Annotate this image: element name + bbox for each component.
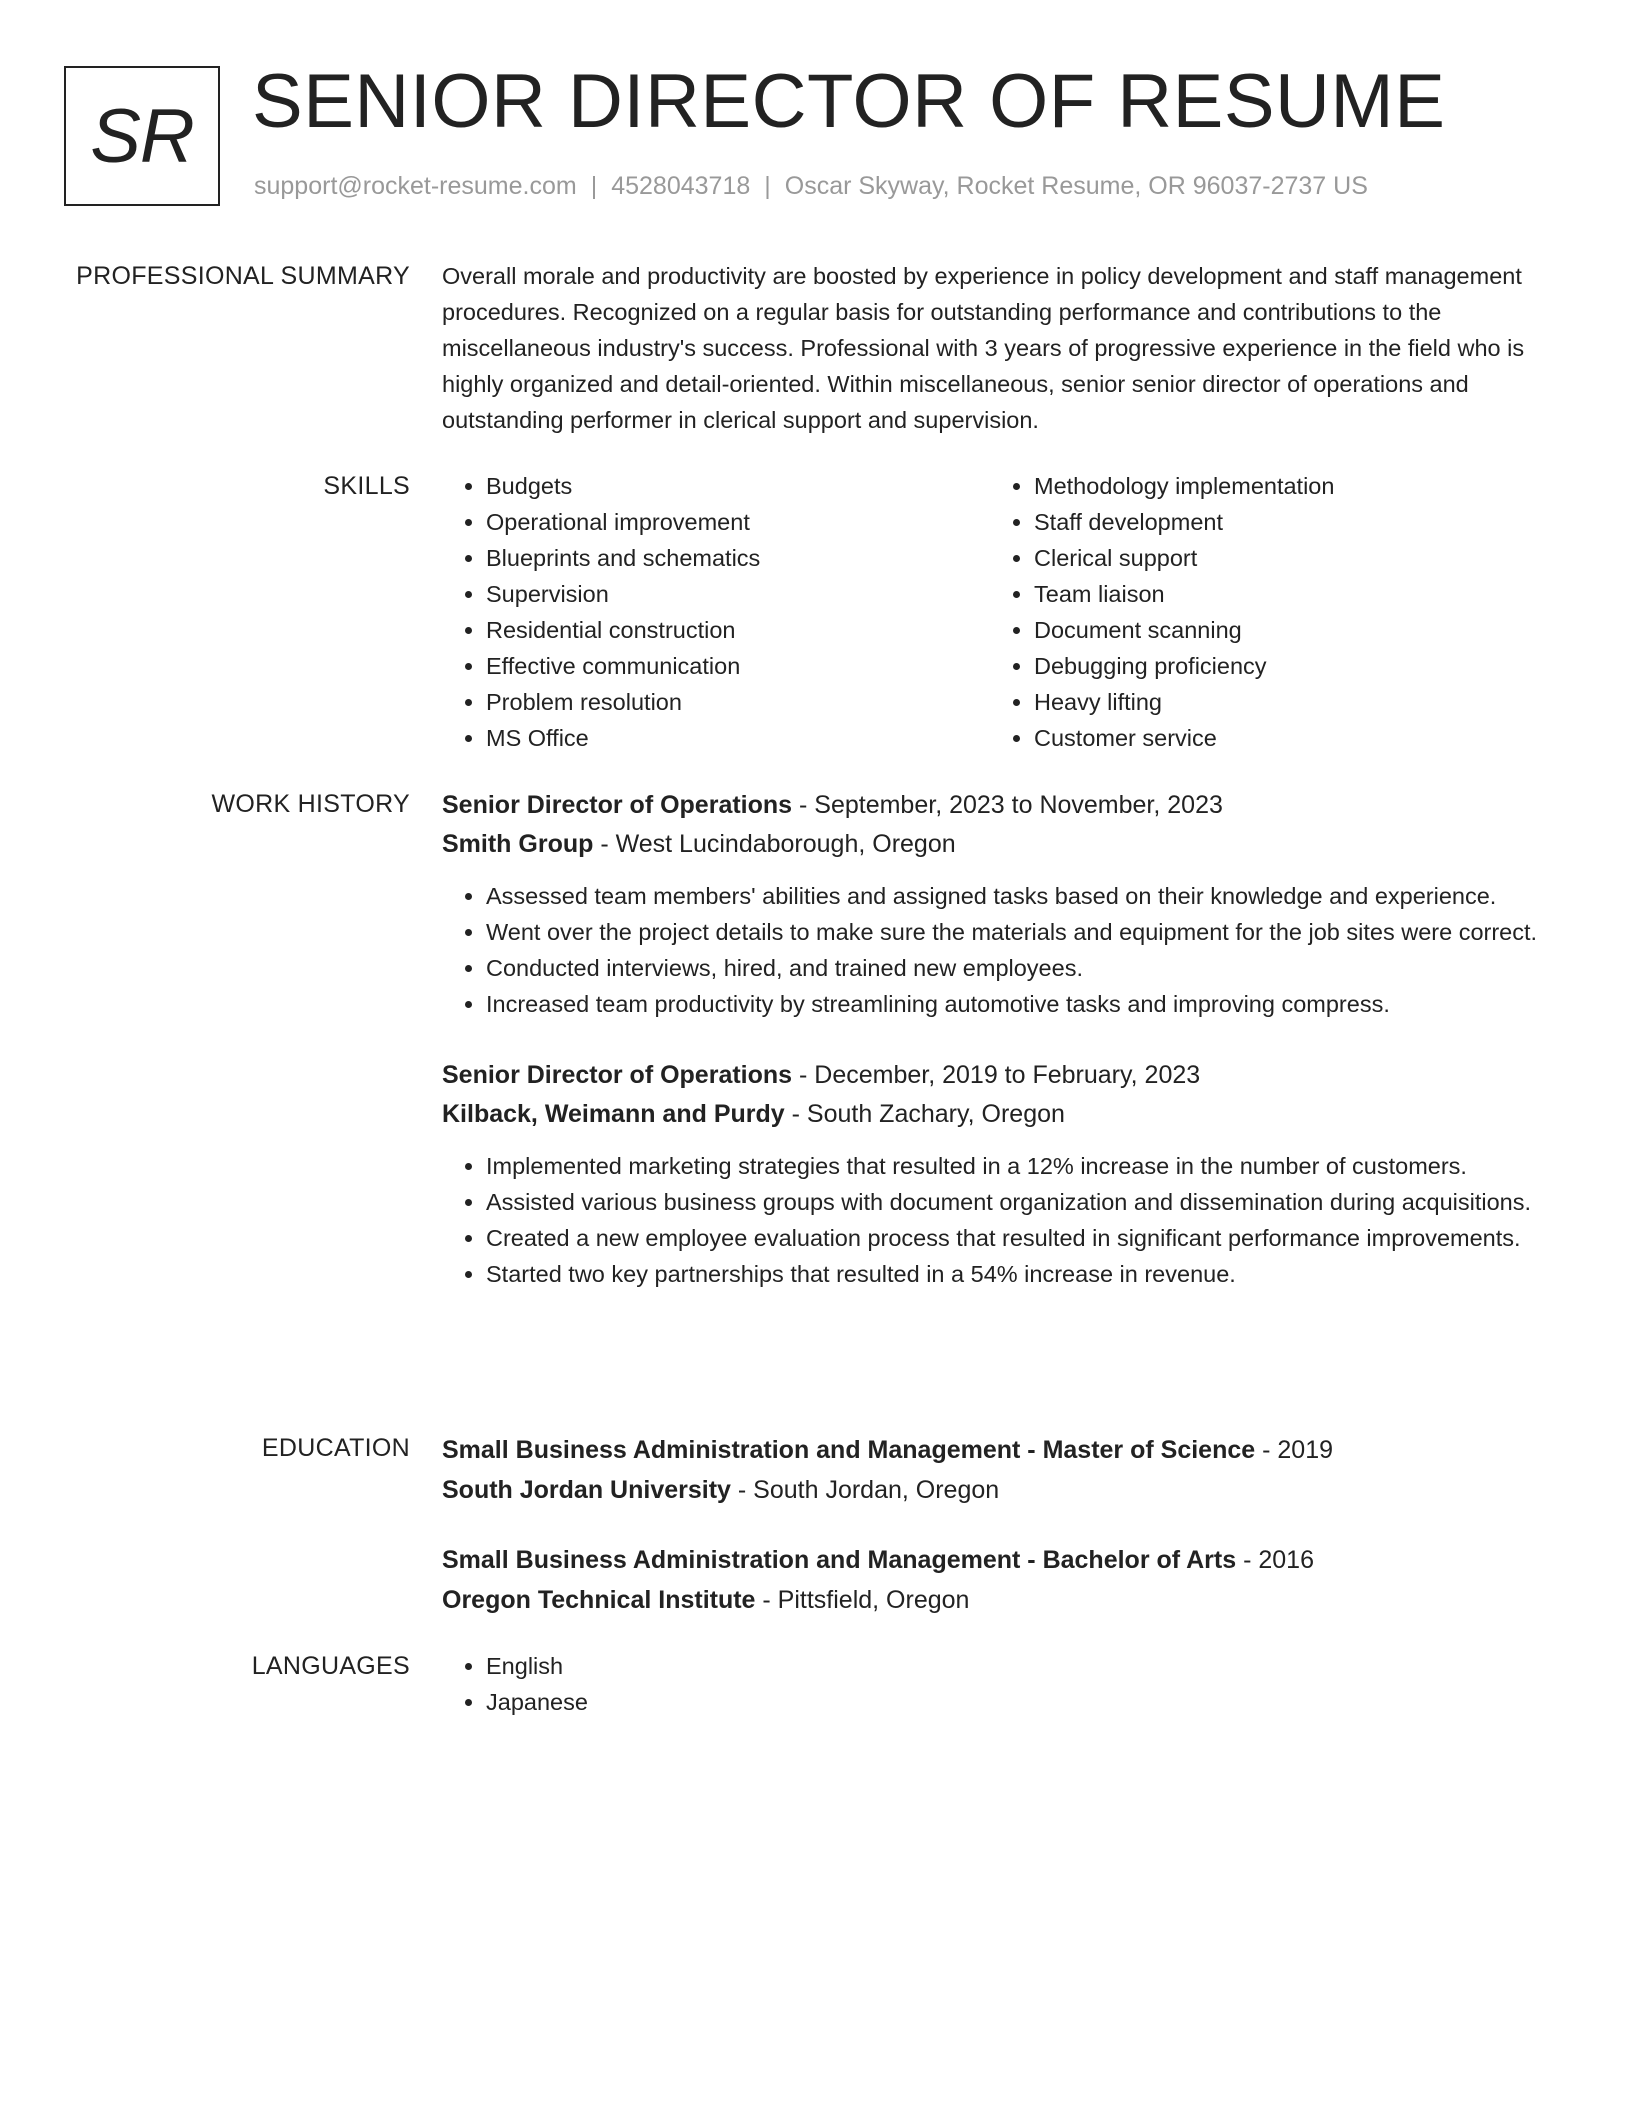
job-bullet: • Went over the project details to make sure the materials and equipment for the job sites were correct. — [486, 914, 1566, 950]
job-bullet: • Created a new employee evaluation process that resulted in significant performance improvements. — [486, 1220, 1566, 1256]
contact-email: support@rocket-resume.com — [254, 172, 577, 200]
skills-list-left — [442, 468, 990, 756]
resume-name: SENIOR DIRECTOR OF RESUME — [252, 59, 1446, 144]
languages-body — [442, 1648, 1566, 1720]
job-bullets — [442, 1148, 1566, 1292]
contact-address: Oscar Skyway, Rocket Resume, OR 96037-2737 US — [784, 172, 1368, 200]
skill-item: • Team liaison — [1034, 576, 1538, 612]
education-degree-line — [442, 1430, 1566, 1470]
skill-item: • Blueprints and schematics — [486, 540, 990, 576]
job-title-line — [442, 1056, 1566, 1094]
education-entry — [442, 1540, 1566, 1620]
languages-heading: LANGUAGES — [251, 1652, 410, 1680]
education-entry — [442, 1430, 1566, 1510]
skills-list-right — [990, 468, 1538, 756]
education-year: - 2019 — [1255, 1436, 1334, 1464]
education-school: South Jordan University — [442, 1476, 731, 1504]
job-company-line — [442, 824, 1566, 864]
skill-item: • MS Office — [486, 720, 990, 756]
job-bullet: • Increased team productivity by streamlining automotive tasks and improving compress. — [486, 986, 1566, 1022]
skill-item: • Customer service — [1034, 720, 1538, 756]
education-body — [442, 1430, 1566, 1650]
job-dates: - December, 2019 to February, 2023 — [792, 1061, 1201, 1089]
job-dates: - September, 2023 to November, 2023 — [792, 791, 1223, 819]
job-company: Smith Group — [442, 830, 594, 858]
job-title: Senior Director of Operations — [442, 791, 793, 819]
skill-item: • Debugging proficiency — [1034, 648, 1538, 684]
education-heading: EDUCATION — [261, 1434, 410, 1462]
job-bullets — [442, 878, 1566, 1022]
contact-phone: 4528043718 — [611, 172, 751, 200]
skill-item: • Document scanning — [1034, 612, 1538, 648]
job-bullet: • Conducted interviews, hired, and trained new employees. — [486, 950, 1566, 986]
job-title-line — [442, 786, 1566, 824]
monogram-badge — [64, 66, 220, 206]
summary-text: Overall morale and productivity are boosted by experience in policy development and staff management procedures. Recognized on a regular basis for outstanding performance and contributions to the miscellaneous industry's success. Professional with 3 years of progressive experience in the field who is highly organized and detail-oriented. Within miscellaneous, senior senior director of operations and outstanding performer in clerical support and supervision. — [442, 263, 1525, 433]
resume-header — [64, 59, 1568, 214]
education-degree: Small Business Administration and Management - Bachelor of Arts — [442, 1546, 1237, 1574]
skill-item: • Heavy lifting — [1034, 684, 1538, 720]
monogram-initials: SR — [90, 93, 194, 179]
job-bullet: • Started two key partnerships that resulted in a 54% increase in revenue. — [486, 1256, 1566, 1292]
job-location: - South Zachary, Oregon — [784, 1100, 1065, 1128]
skill-item: • Operational improvement — [486, 504, 990, 540]
job-location: - West Lucindaborough, Oregon — [593, 830, 956, 858]
languages-list — [442, 1648, 1566, 1720]
skills-body — [442, 468, 1566, 756]
summary-body — [442, 258, 1566, 438]
skill-item: • Effective communication — [486, 648, 990, 684]
education-location: - Pittsfield, Oregon — [755, 1586, 970, 1614]
education-degree: Small Business Administration and Management - Master of Science — [442, 1436, 1256, 1464]
summary-heading: PROFESSIONAL SUMMARY — [76, 262, 410, 290]
job-company: Kilback, Weimann and Purdy — [442, 1100, 785, 1128]
education-degree-line — [442, 1540, 1566, 1580]
education-year: - 2016 — [1236, 1546, 1314, 1574]
language-item: • Japanese — [486, 1684, 1566, 1720]
education-school: Oregon Technical Institute — [442, 1586, 756, 1614]
skill-item: • Supervision — [486, 576, 990, 612]
job-bullet: • Assessed team members' abilities and assigned tasks based on their knowledge and experience. — [486, 878, 1566, 914]
skill-item: • Clerical support — [1034, 540, 1538, 576]
job-bullet: • Assisted various business groups with document organization and dissemination during acquisitions. — [486, 1184, 1566, 1220]
education-school-line — [442, 1580, 1566, 1620]
skill-item: • Residential construction — [486, 612, 990, 648]
job-title: Senior Director of Operations — [442, 1061, 793, 1089]
job-company-line — [442, 1094, 1566, 1134]
job-entry — [442, 786, 1566, 1022]
work-history-body — [442, 786, 1566, 1326]
skills-heading: SKILLS — [323, 472, 410, 500]
skill-item: • Problem resolution — [486, 684, 990, 720]
job-bullet: • Implemented marketing strategies that resulted in a 12% increase in the number of customers. — [486, 1148, 1566, 1184]
skill-item: • Staff development — [1034, 504, 1538, 540]
education-school-line — [442, 1470, 1566, 1510]
skill-item: • Budgets — [486, 468, 990, 504]
skill-item: • Methodology implementation — [1034, 468, 1538, 504]
education-location: - South Jordan, Oregon — [730, 1476, 1000, 1504]
contact-separator: | — [590, 172, 598, 200]
contact-line — [254, 172, 1368, 201]
language-item: • English — [486, 1648, 1566, 1684]
job-entry — [442, 1056, 1566, 1292]
contact-separator: | — [764, 172, 771, 200]
work-history-heading: WORK HISTORY — [211, 790, 410, 818]
